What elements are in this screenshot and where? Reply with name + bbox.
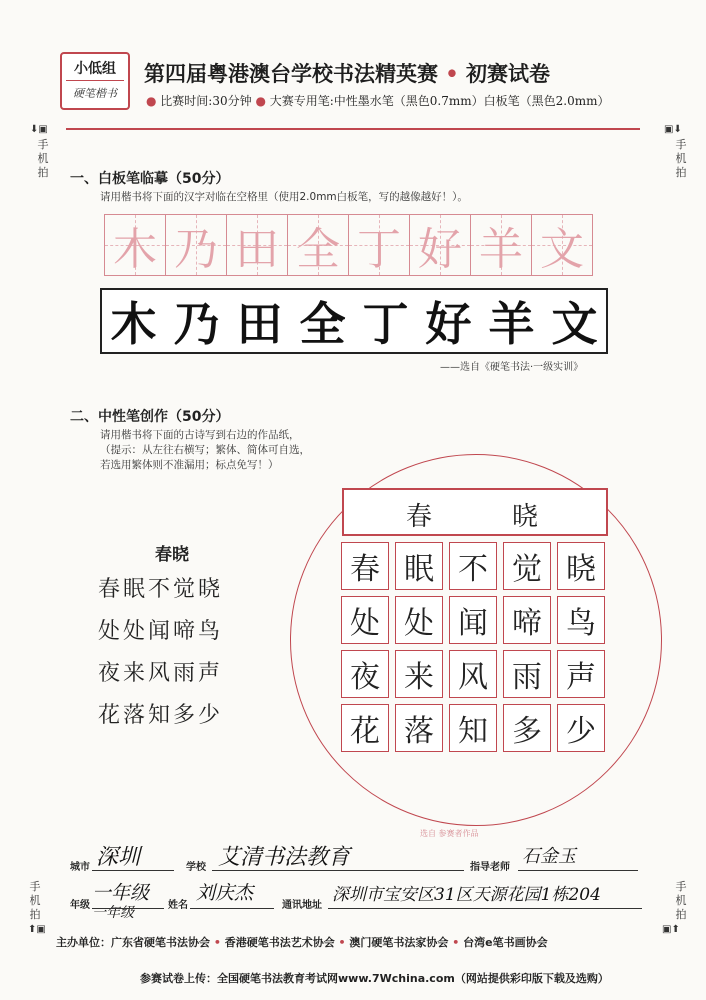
work-cell[interactable]: 啼	[503, 596, 551, 644]
camera-icon: ▣⬇	[664, 124, 682, 135]
trace-cell[interactable]: 田	[226, 214, 288, 276]
city-field[interactable]: 深圳	[96, 845, 141, 870]
side-label-right-top: 手机拍	[675, 138, 687, 179]
work-cell[interactable]: 不	[449, 542, 497, 590]
work-cell[interactable]: 处	[341, 596, 389, 644]
trace-cell[interactable]: 羊	[470, 214, 532, 276]
exam-info: ● 比赛时间:30分钟 ● 大赛专用笔:中性墨水笔（黑色0.7mm）白板笔（黑色2.0mm）	[146, 94, 610, 108]
footer-upload: 参赛试卷上传：全国硬笔书法教育考试网www.7Wchina.com（网站提供彩印版下载及选购）	[140, 972, 609, 985]
work-cell[interactable]: 觉	[503, 542, 551, 590]
work-cell[interactable]: 眠	[395, 542, 443, 590]
teacher-label: 指导老师	[470, 862, 510, 873]
poem-line: 夜来风雨声	[98, 661, 224, 686]
poem-line: 处处闻啼鸟	[98, 619, 224, 644]
trace-cell[interactable]: 文	[531, 214, 593, 276]
model-char: 田	[236, 297, 283, 351]
poem-title: 春晓	[155, 545, 189, 565]
model-char: 乃	[173, 297, 220, 351]
side-label-right-bottom: 手机拍	[675, 880, 687, 921]
page-title: 第四届粤港澳台学校书法精英赛 • 初赛试卷	[144, 61, 551, 86]
trace-cell[interactable]: 好	[409, 214, 471, 276]
camera-icon: ▣⬆	[662, 924, 680, 935]
section1-title: 一、白板笔临摹（50分）	[70, 171, 230, 187]
trace-cell[interactable]: 木	[104, 214, 166, 276]
source-note: ——选自《硬笔书法·一级实训》	[440, 362, 584, 373]
trace-cell[interactable]: 全	[287, 214, 349, 276]
model-char: 丁	[362, 297, 409, 351]
work-cell[interactable]: 夜	[341, 650, 389, 698]
trace-cell[interactable]: 丁	[348, 214, 410, 276]
section2-title: 二、中性笔创作（50分）	[70, 409, 230, 425]
work-cell[interactable]: 闻	[449, 596, 497, 644]
work-cell[interactable]: 鸟	[557, 596, 605, 644]
work-title-box	[342, 488, 608, 536]
name-label: 姓名	[168, 900, 188, 911]
poem-line: 春眠不觉晓	[98, 577, 224, 602]
work-title-char: 晓	[512, 502, 539, 532]
work-cell[interactable]: 风	[449, 650, 497, 698]
section2-instruction: 请用楷书将下面的古诗写到右边的作品纸， （提示：从左往右横写；繁体、简体可自选， 若选用繁体则不准漏用；标点免写！）	[100, 429, 310, 471]
work-cell[interactable]: 落	[395, 704, 443, 752]
work-note: 选自 参赛者作品	[420, 829, 479, 838]
trace-grid	[104, 214, 592, 276]
teacher-field[interactable]: 石金玉	[522, 846, 576, 867]
model-char: 全	[299, 297, 346, 351]
work-cell[interactable]: 声	[557, 650, 605, 698]
work-cell[interactable]: 雨	[503, 650, 551, 698]
address-field[interactable]: 深圳市宝安区31区天源花园1栋204	[332, 885, 601, 905]
school-field[interactable]: 艾清书法教育	[218, 845, 351, 870]
work-cell[interactable]: 花	[341, 704, 389, 752]
poem-line: 花落知多少	[98, 703, 224, 728]
grade-field-note: 一年级	[92, 905, 134, 921]
organizers: 主办单位：广东省硬笔书法协会 • 香港硬笔书法艺术协会 • 澳门硬笔书法家协会 • 台湾e笔书画协会	[56, 936, 548, 949]
work-cell[interactable]: 春	[341, 542, 389, 590]
group-badge	[60, 52, 130, 110]
address-label: 通讯地址	[282, 900, 322, 911]
badge-group: 小低组	[74, 61, 116, 77]
work-cell[interactable]: 来	[395, 650, 443, 698]
camera-icon: ⬇▣	[30, 124, 48, 135]
section1-instruction: 请用楷书将下面的汉字对临在空格里（使用2.0mm白板笔，写的越像越好！）。	[100, 191, 468, 203]
work-grid	[341, 542, 611, 758]
grade-field[interactable]: 一年级	[92, 882, 150, 904]
side-label-left-top: 手机拍	[37, 138, 49, 179]
city-label: 城市	[70, 862, 90, 873]
model-char: 羊	[488, 297, 535, 351]
name-field[interactable]: 刘庆杰	[196, 882, 254, 904]
grade-label: 年级	[70, 900, 90, 911]
work-cell[interactable]: 晓	[557, 542, 605, 590]
header-rule	[66, 128, 640, 130]
work-cell[interactable]: 少	[557, 704, 605, 752]
badge-category: 硬笔楷书	[73, 87, 117, 100]
work-cell[interactable]: 多	[503, 704, 551, 752]
model-char: 文	[551, 297, 598, 351]
school-label: 学校	[186, 862, 206, 873]
work-cell[interactable]: 知	[449, 704, 497, 752]
model-char: 好	[425, 297, 472, 351]
camera-icon: ⬆▣	[28, 924, 46, 935]
model-char: 木	[110, 297, 157, 351]
work-title-char: 春	[406, 502, 433, 532]
model-characters	[100, 288, 608, 354]
side-label-left-bottom: 手机拍	[29, 880, 41, 921]
work-cell[interactable]: 处	[395, 596, 443, 644]
trace-cell[interactable]: 乃	[165, 214, 227, 276]
